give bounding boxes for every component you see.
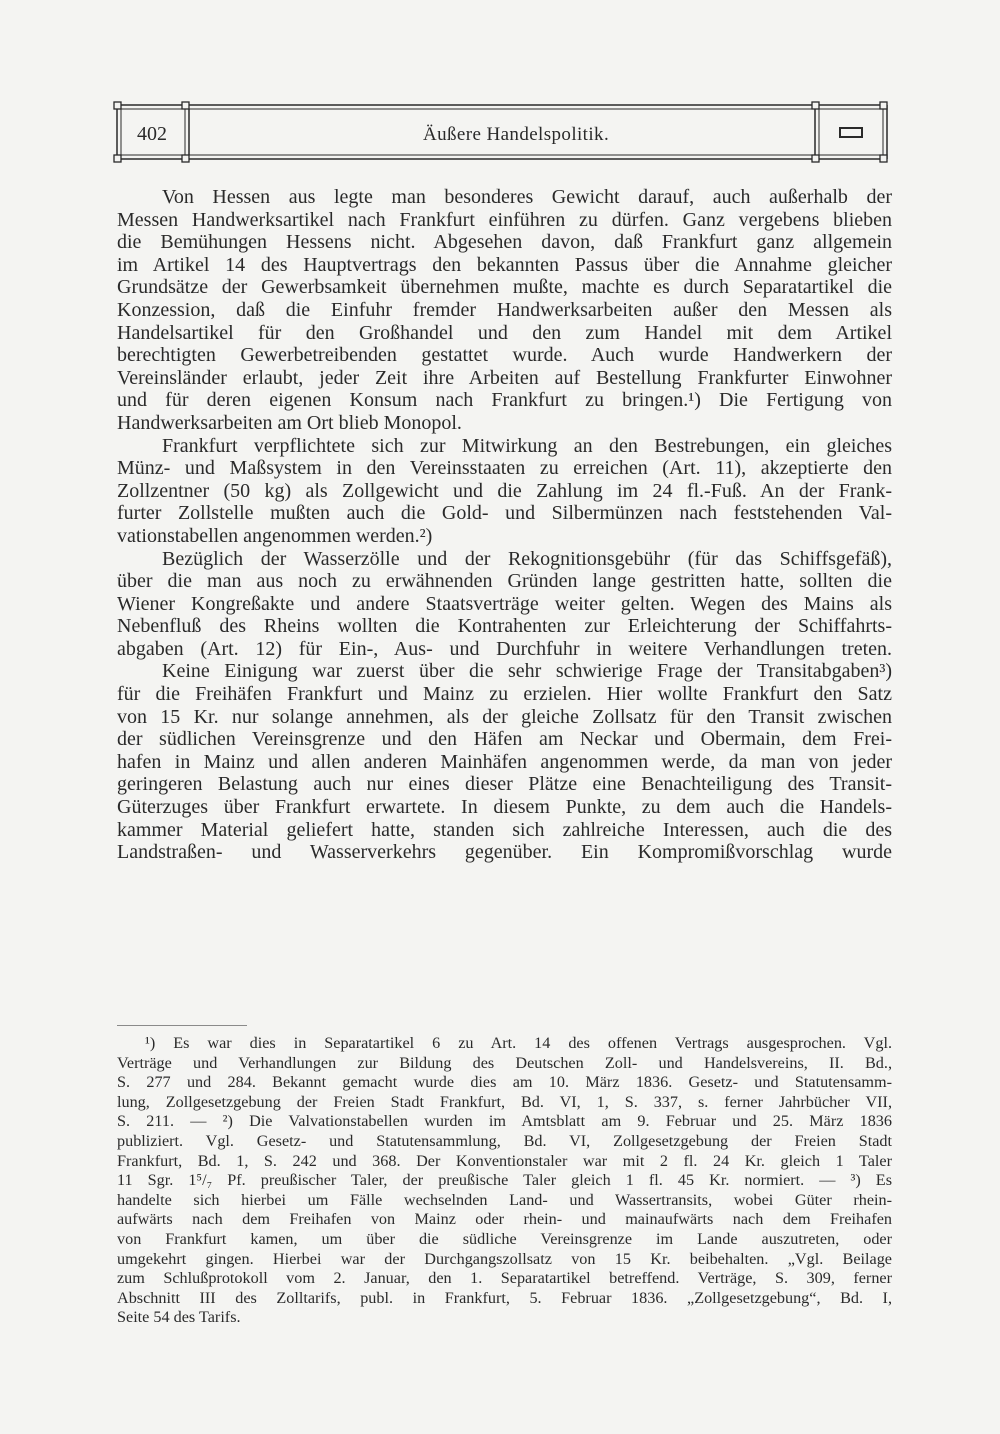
text-line: berechtigten Gewerbetreibenden gestattet wurde. Auch wurde Handwerkern der (117, 344, 892, 367)
paragraph (117, 660, 892, 863)
footnote-line: ¹) Es war dies in Separatartikel 6 zu Art. 14 des offenen Vertrags ausgesprochen. Vgl. (145, 1034, 892, 1052)
text-line: Handwerksarbeiten am Ort blieb Monopol. (117, 411, 462, 434)
text-line: die Bemühungen Hessens nicht. Abgesehen davon, daß Frankfurt ganz allgemein (117, 231, 892, 254)
text-line: geringeren Belastung auch nur eines dieser Plätze eine Benachteiligung des Transit- (117, 773, 892, 796)
text-line: abgaben (Art. 12) für Ein-, Aus- und Durchfuhr in weitere Verhandlungen treten. (117, 637, 892, 660)
text-line: Frankfurt verpflichtete sich zur Mitwirkung an den Bestrebungen, ein gleiches (162, 434, 892, 457)
text-line: Messen Handwerksartikel nach Frankfurt einführen zu dürfen. Ganz vergebens blieben (117, 208, 892, 231)
footnote-line: zum Schlußprotokoll vom 2. Januar, den 1. Separatartikel betreffend. Verträge, S. 309, ferner (117, 1269, 892, 1288)
text-line: vationstabellen angenommen werden.²) (117, 524, 433, 547)
page-header (113, 101, 891, 163)
text-line: kammer Material geliefert hatte, standen sich zahlreiche Interessen, auch die des (117, 818, 892, 841)
footnote-line: publiziert. Vgl. Gesetz- und Statutensammlung, Bd. VI, Zollgesetzgebung der Freien Stadt (117, 1131, 892, 1150)
footnotes (117, 1034, 892, 1328)
text-line: Bezüglich der Wasserzölle und der Rekognitionsgebühr (für das Schiffsgefäß), (162, 547, 892, 570)
text-line: von 15 Kr. nur solange annehmen, als der gleiche Zollsatz für den Transit zwischen (117, 705, 892, 728)
text-line: Grundsätze der Gewerbsamkeit übernehmen mußte, machte es durch Separatartikel die (117, 276, 892, 299)
text-line: über die man aus noch zu erwähnenden Gründen lange gestritten hatte, sollten die (117, 570, 892, 593)
running-title: Äußere Handelspolitik. (423, 124, 610, 145)
text-line: Münz- und Maßsystem in den Vereinsstaaten zu erreichen (Art. 11), akzeptierte den (117, 457, 892, 480)
text-line: furter Zollstelle mußten auch die Gold- und Silbermünzen nach feststehenden Val- (117, 502, 892, 525)
footnote-line: Abschnitt III des Zolltarifs, publ. in Frankfurt, 5. Februar 1836. „Zollgesetzgebung“, Bd. I, (117, 1288, 892, 1307)
footnote-line: S. 277 und 284. Bekannt gemacht wurde dies am 10. März 1836. Gesetz- und Statutensamm- (117, 1073, 892, 1092)
text-line: und für deren eigenen Konsum nach Frankfurt zu bringen.¹) Die Fertigung von (117, 389, 892, 412)
body-text (117, 186, 892, 864)
text-line: Güterzuges über Frankfurt erwartete. In diesem Punkte, zu dem auch die Handels- (117, 796, 892, 819)
text-line: Zollzentner (50 kg) als Zollgewicht und die Zahlung im 24 fl.-Fuß. An der Frank- (117, 479, 892, 502)
paragraph (117, 548, 892, 661)
footnote-line: von Frankfurt kamen, um über die südliche Vereinsgrenze im Lande auszutreten, oder (117, 1229, 892, 1248)
footnote-line: S. 211. — ²) Die Valvationstabellen wurden im Amtsblatt am 9. Februar und 25. März 1836 (117, 1112, 892, 1131)
page-number: 402 (137, 123, 167, 145)
text-line: Vereinsländer erlaubt, jeder Zeit ihre Arbeiten auf Bestellung Frankfurter Einwohner (117, 366, 892, 389)
footnote-line: aufwärts nach dem Freihafen von Mainz oder rhein- und mainaufwärts nach dem Freihafen (117, 1210, 892, 1229)
text-line: Handelsartikel für den Großhandel und den zum Handel mit dem Artikel (117, 321, 892, 344)
text-line: Landstraßen- und Wasserverkehrs gegenüber. Ein Kompromißvorschlag wurde (117, 841, 892, 864)
text-line: Keine Einigung war zuerst über die sehr schwierige Frage der Transitabgaben³) (162, 660, 892, 683)
text-line: hafen in Mainz und allen anderen Mainhäfen angenommen werde, da man von jeder (117, 750, 892, 773)
footnote-line: 11 Sgr. 1⁵/₇ Pf. preußischer Taler, der preußische Taler gleich 1 fl. 45 Kr. normiert. — ³) Es (117, 1171, 892, 1190)
text-line: Von Hessen aus legte man besonderes Gewicht darauf, auch außerhalb der (162, 186, 892, 208)
text-line: im Artikel 14 des Hauptvertrags den bekannten Passus über die Annahme gleicher (117, 253, 892, 276)
text-line: der südlichen Vereinsgrenze und den Häfen am Neckar und Obermain, dem Frei- (117, 728, 892, 751)
text-line: Konzession, daß die Einfuhr fremder Handwerksarbeiten außer den Messen als (117, 298, 892, 321)
text-line: für die Freihäfen Frankfurt und Mainz zu erzielen. Hier wollte Frankfurt den Satz (117, 683, 892, 706)
footnote-line: Verträge und Verhandlungen zur Bildung des Deutschen Zoll- und Handelsvereins, II. Bd., (117, 1053, 892, 1072)
paragraph (117, 435, 892, 548)
footnote-line: Seite 54 des Tarifs. (117, 1308, 241, 1327)
text-line: Nebenfluß des Rheins wollten die Kontrahenten zur Erleichterung der Schiffahrts- (117, 615, 892, 638)
footnote-line: handelte sich hierbei um Fälle wechselnden Land- und Wassertransits, wobei Güter rhein- (117, 1190, 892, 1209)
footnote-line: umgekehrt gingen. Hierbei war der Durchgangszollsatz von 15 Kr. beibehalten. „Vgl. Beilage (117, 1249, 892, 1268)
footnote-rule (117, 1025, 247, 1026)
paragraph (117, 186, 892, 435)
text-line: Wiener Kongreßakte und andere Staatsverträge weiter gelten. Wegen des Mains als (117, 592, 892, 615)
footnote-line: Frankfurt, Bd. 1, S. 242 und 368. Der Konventionstaler war mit 2 fl. 24 Kr. gleich 1 Taler (117, 1151, 892, 1170)
footnote-line: lung, Zollgesetzgebung der Freien Stadt Frankfurt, Bd. VI, 1, S. 337, s. ferner Jahrbücher VII, (117, 1092, 892, 1111)
